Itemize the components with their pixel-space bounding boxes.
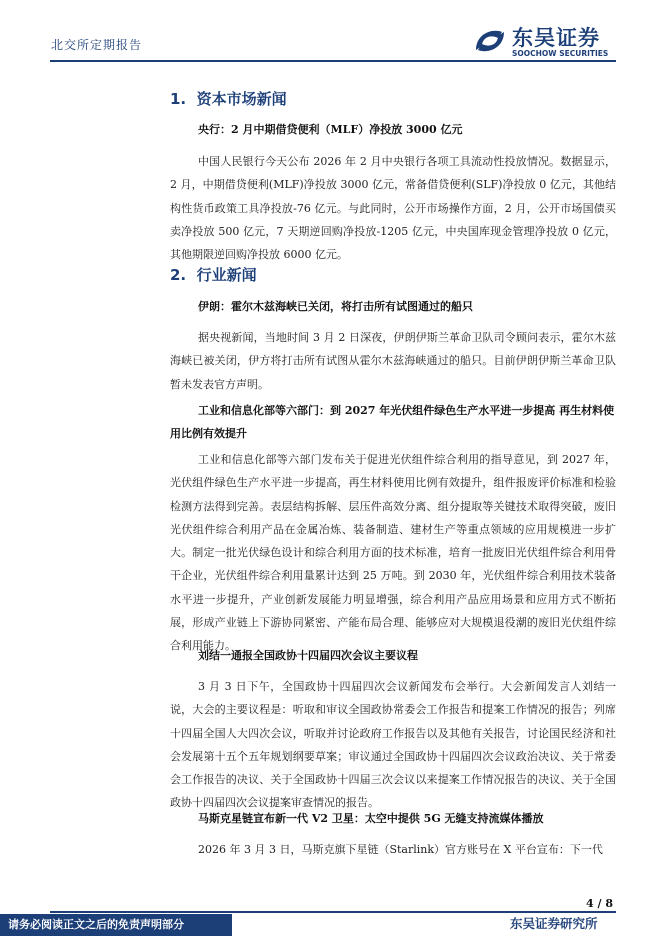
news-headline: 伊朗：霍尔木兹海峡已关闭，将打击所有试图通过的船只	[198, 300, 473, 313]
news-body: 据央视新闻，当地时间 3 月 2 日深夜，伊朗伊斯兰革命卫队司令顾问表示，霍尔木兹海峡已被关闭，伊方将打击所有试图从霍尔木兹海峡通过的船只。目前伊朗伊斯兰革命卫队暂未发表官方声明。	[170, 331, 616, 391]
brand-logo	[472, 22, 622, 62]
footer-institute: 东吴证券研究所	[510, 916, 598, 931]
footer-disclaimer: 请务必阅读正文之后的免责声明部分	[0, 914, 232, 936]
news-headline: 刘结一通报全国政协十四届四次会议主要议程	[198, 649, 418, 662]
news-body: 2026 年 3 月 3 日，马斯克旗下星链（Starlink）官方账号在 X 平台宣布：下一代	[198, 843, 603, 856]
news-body: 中国人民银行今天公布 2026 年 2 月中央银行各项工具流动性投放情况。数据显示，2 月，中期借贷便利(MLF)净投放 3000 亿元，常备借贷便利(SLF)净投放 0 亿元，其他结构性货币政策工具净投放-76 亿元。与此同时，公开市场操作方面，2 月，公开市场国债买卖净投放 500 亿元，7 天期逆回购净投放-1205 亿元，中央国库现金管理净投放 0 亿元，其他期限逆回购净投放 6000 亿元。	[170, 155, 616, 262]
news-headline: 马斯克星链宣布新一代 V2 卫星：太空中提供 5G 无缝支持流媒体播放	[198, 812, 544, 825]
logo-text-cn: 东吴证券	[512, 26, 600, 50]
news-body: 3 月 3 日下午，全国政协十四届四次会议新闻发布会举行。大会新闻发言人刘结一说，大会的主要议程是：听取和审议全国政协常委会工作报告和提案工作情况的报告；列席十四届全国人大四次会议，听取并讨论政府工作报告以及其他有关报告，讨论国民经济和社会发展第十五个五年规划纲要草案；审议通过全国政协十四届四次会议政治决议、关于常委会工作报告的决议、关于全国政协十四届三次会议以来提案工作情况报告的决议、关于全国政协十四届四次会议提案审查情况的报告。	[170, 680, 616, 810]
footer-divider	[50, 911, 616, 913]
news-body: 工业和信息化部等六部门发布关于促进光伏组件综合利用的指导意见，到 2027 年，光伏组件绿色生产水平进一步提高，再生材料使用比例有效提升，组件报废评价标准和检验检测方法得到完善。表层结构拆解、层压件高效分离、组分提取等关键技术取得突破，废旧光伏组件综合利用产品在金属冶炼、装备制造、建材生产等重点领域的应用规模进一步扩大。制定一批光伏绿色设计和综合利用方面的技术标准，培育一批废旧光伏组件综合利用骨干企业，光伏组件综合利用量累计达到 25 万吨。到 2030 年，光伏组件综合利用技术装备水平进一步提升，产业创新发展能力明显增强，综合利用产品应用场景和应用方式不断拓展，形成产业链上下游协同紧密、产能布局合理、能够应对大规模退役潮的废旧光伏组件综合利用能力。	[170, 453, 616, 653]
page-number: 4 / 8	[586, 897, 613, 910]
header-divider	[50, 60, 616, 62]
section-title-capital-market: 1. 资本市场新闻	[170, 90, 287, 108]
soochow-logo-icon	[472, 24, 508, 58]
header-report-type: 北交所定期报告	[51, 38, 143, 52]
news-headline: 央行：2 月中期借贷便利（MLF）净投放 3000 亿元	[198, 123, 463, 136]
section-title-industry: 2. 行业新闻	[170, 266, 257, 284]
logo-text-en: SOOCHOW SECURITIES	[512, 49, 609, 58]
news-headline: 工业和信息化部等六部门：到 2027 年光伏组件绿色生产水平进一步提高 再生材料使用比例有效提升	[170, 404, 615, 440]
